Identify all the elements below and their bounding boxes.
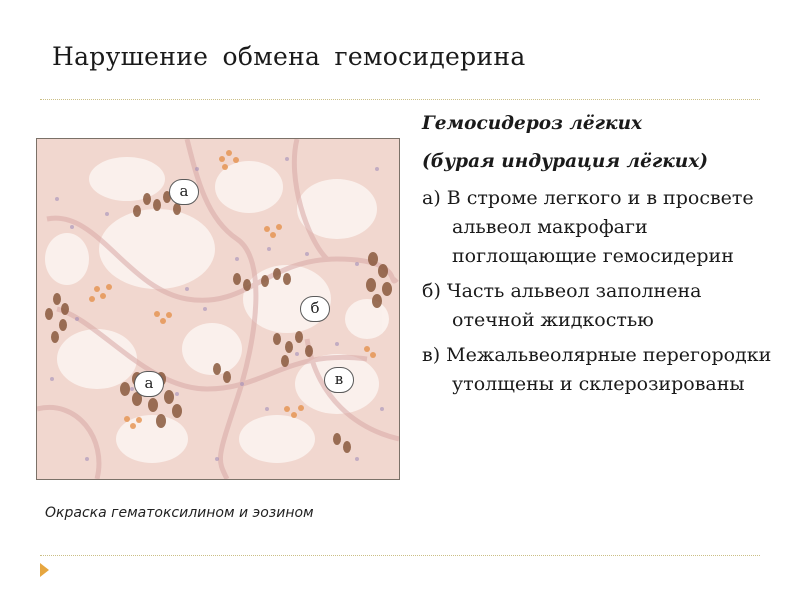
next-arrow-icon[interactable] — [40, 563, 49, 577]
marker-a-lower: а — [134, 371, 164, 397]
micrograph-image — [36, 138, 400, 480]
marker-a-upper: а — [169, 179, 199, 205]
slide-title: Нарушение обмена гемосидерина — [52, 42, 526, 71]
list-item: б) Часть альвеол заполнена отечной жидкостью — [422, 280, 702, 331]
description-column — [422, 106, 772, 405]
image-caption: Окраска гематоксилином и эозином — [45, 505, 314, 521]
bottom-divider — [40, 555, 760, 556]
marker-v: в — [324, 367, 354, 393]
top-divider — [40, 99, 760, 100]
subtitle-synonym: (бурая индурация лёгких) — [422, 151, 709, 172]
micrograph-drawing — [37, 139, 399, 479]
list-item: а) В строме легкого и в просвете альвеол макрофаги поглощающие гемосидерин — [422, 187, 754, 267]
subtitle-diagnosis: Гемосидероз лёгких — [422, 113, 643, 134]
list-item: в) Межальвеолярные перегородки утолщены и склерозированы — [422, 344, 772, 395]
marker-b: б — [300, 296, 330, 322]
